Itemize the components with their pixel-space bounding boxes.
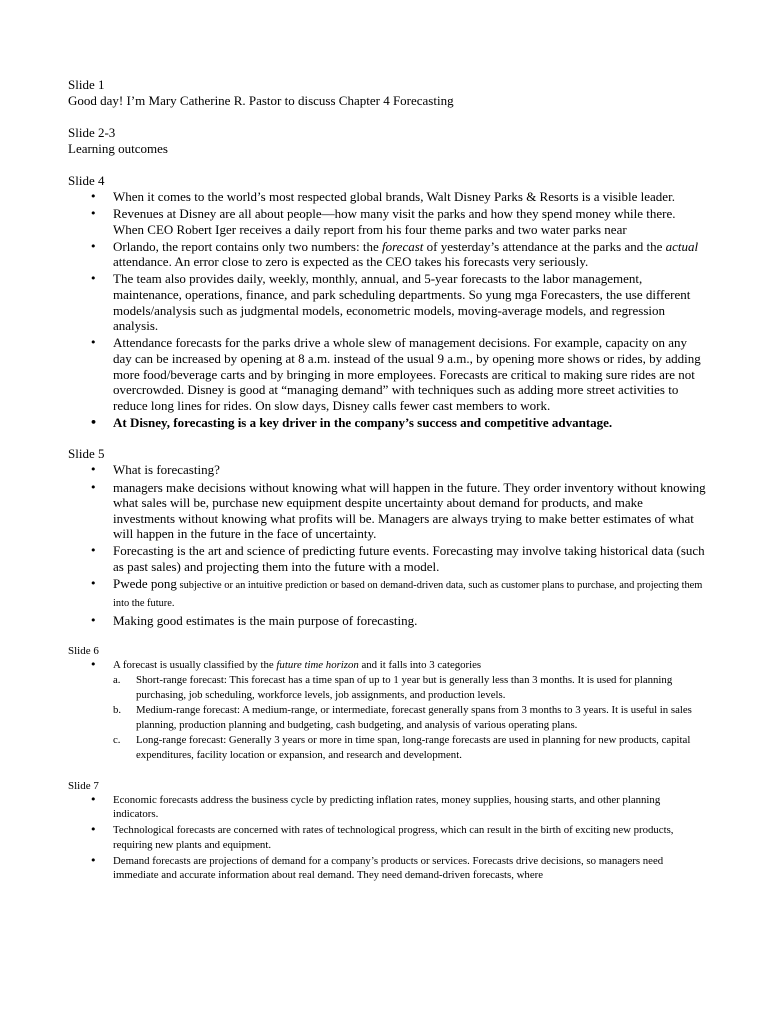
list-item: • Forecasting is the art and science of predicting future events. Forecasting may involve taking historical data (such as past sales) and projecting them into the future with a model. <box>68 543 708 574</box>
list-item-text: attendance. An error close to zero is expected as the CEO takes his forecasts very seriously. <box>113 254 589 270</box>
list-item: • Technological forecasts are concerned with rates of technological progress, which can result in the birth of exciting new products, requiring new plants and equipment. <box>68 823 708 852</box>
list-item <box>68 576 708 611</box>
list-item: • Making good estimates is the main purpose of forecasting. <box>68 613 708 629</box>
slide-2-3-text: Learning outcomes <box>68 141 168 156</box>
list-item-text: Pwede pong <box>113 576 177 592</box>
list-item: • When it comes to the world’s most respected global brands, Walt Disney Parks & Resorts is a visible leader. <box>68 189 708 205</box>
slide-1-text: Good day! I’m Mary Catherine R. Pastor to discuss Chapter 4 Forecasting <box>68 93 454 108</box>
slide-7-heading: Slide 7 <box>68 779 99 792</box>
slide-6-bullets <box>68 658 708 762</box>
list-item <box>68 658 708 762</box>
list-item: • Demand forecasts are projections of demand for a company’s products or services. Forecasts drive decisions, so managers need immediate and accurate information about real demand. They need demand-driven forecasts, where <box>68 854 708 883</box>
list-item-text: Orlando, the report contains only two numbers: the <box>113 238 382 254</box>
forecast-categories-list <box>113 673 708 763</box>
list-item-text: Medium-range forecast: A medium-range, or intermediate, forecast generally spans from 3 months to 3 years. It is useful in sales planning, production planning and budgeting, cash budgeting, and analysis of various operating plans. <box>136 704 692 731</box>
slide-4-heading: Slide 4 <box>68 173 105 188</box>
list-item-text: and it falls into 3 categories <box>358 659 482 672</box>
list-item <box>113 673 708 702</box>
slide-2-3-heading: Slide 2-3 <box>68 125 116 140</box>
slide-2-3-section <box>68 125 708 157</box>
list-item <box>113 703 708 732</box>
list-item-bold: • At Disney, forecasting is a key driver in the company’s success and competitive advantage. <box>68 415 708 431</box>
list-item: • Attendance forecasts for the parks drive a whole slew of management decisions. For example, capacity on any day can be increased by opening at 8 a.m. instead of the usual 9 a.m., by opening more shows or rides, by adding more food/beverage carts and by bringing in more employees. Forecasts are critical to making sure rides are not overcrowded. Disney is good at “managing demand” with techniques such as adding more street activities to reduce long lines for rides. On slow days, Disney calls fewer cast members to work. <box>68 335 708 413</box>
slide-5-heading: Slide 5 <box>68 446 105 462</box>
list-item: • The team also provides daily, weekly, monthly, annual, and 5-year forecasts to the labor management, maintenance, operations, finance, and park scheduling departments. So yung mga Forecasters, the use different models/analysis such as judgmental models, econometric models, moving-average models, and regression analysis. <box>68 271 708 333</box>
emphasis-forecast: forecast <box>381 238 424 254</box>
list-item: • What is forecasting? <box>68 462 708 478</box>
list-marker: b. <box>113 704 122 717</box>
list-item-text: of yesterday’s attendance at the parks and the <box>423 238 666 254</box>
slide-6-heading: Slide 6 <box>68 645 99 658</box>
list-marker: a. <box>113 673 121 686</box>
list-item <box>113 733 708 762</box>
slide-7-bullets <box>68 793 708 884</box>
list-item-text: A forecast is usually classified by the <box>113 659 277 672</box>
emphasis-future-time-horizon: future time horizon <box>276 659 359 672</box>
list-item: • Revenues at Disney are all about people—how many visit the parks and how they spend money while there. When CEO Robert Iger receives a daily report from his four theme parks and two water parks near <box>68 206 708 237</box>
list-marker: c. <box>113 734 121 747</box>
slide-1-heading: Slide 1 <box>68 77 105 92</box>
list-item-text: Short-range forecast: This forecast has a time span of up to 1 year but is generally less than 3 months. It is used for planning purchasing, job scheduling, workforce levels, job assignments, and production levels. <box>136 673 673 701</box>
slide-6-section <box>68 644 708 762</box>
slide-1-section <box>68 77 708 109</box>
list-item: • Economic forecasts address the business cycle by predicting inflation rates, money supplies, housing starts, and other planning indicators. <box>68 793 708 822</box>
slide-7-section <box>68 779 708 884</box>
slide-4-bullets <box>68 189 708 430</box>
emphasis-actual: actual <box>665 238 699 254</box>
list-item <box>68 239 708 270</box>
list-item-text-small: subjective or an intuitive prediction or based on demand-driven data, such as customer plans to purchase, and projecting them into the future. <box>113 580 703 609</box>
slide-5-bullets <box>68 462 708 628</box>
list-item-text: Long-range forecast: Generally 3 years or more in time span, long-range forecasts are used in planning for new products, capital expenditures, facility location or expansion, and research and development. <box>136 734 691 761</box>
slide-4-section <box>68 173 708 430</box>
slide-5-section <box>68 446 708 628</box>
list-item: • managers make decisions without knowing what will happen in the future. They order inventory without knowing what sales will be, purchase new equipment despite uncertainty about demand for products, and make investments without knowing what profits will be. Managers are always trying to make better estimates of what will happen in the future in the face of uncertainty. <box>68 480 708 542</box>
